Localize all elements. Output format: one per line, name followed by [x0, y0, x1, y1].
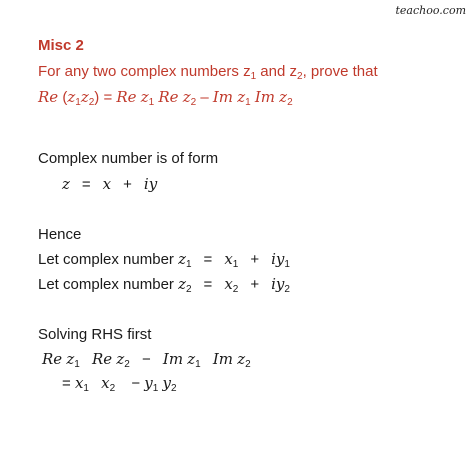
let-z1-line: Let complex number $z_1 = x_1 + iy_1$	[38, 250, 290, 270]
let-z2-line: Let complex number $z_2 = x_2 + iy_2$	[38, 275, 290, 295]
identity-equation: Re $(z_1z_2) = Re$ $z_1$ Re $z_2$ – Im $z_1$ Im $z_2$	[38, 88, 293, 108]
question-text: For any two complex numbers $z_1$ and $z_2$, prove that	[38, 63, 378, 82]
hence-text: Hence	[38, 226, 82, 243]
solving-text: Solving RHS first	[38, 326, 152, 343]
result-equation: = $x_1$ $x_2 - y_1$ $y_2$	[62, 374, 177, 394]
watermark: teachoo.com	[395, 4, 466, 17]
rhs-equation: Re $z_1$ Re $z_2 - Im$ $z_1$ Im $z_2$	[42, 350, 251, 370]
form-text: Complex number is of form	[38, 150, 219, 167]
question-title: Misc 2	[38, 37, 84, 54]
form-equation: z = x + iy	[62, 175, 158, 193]
